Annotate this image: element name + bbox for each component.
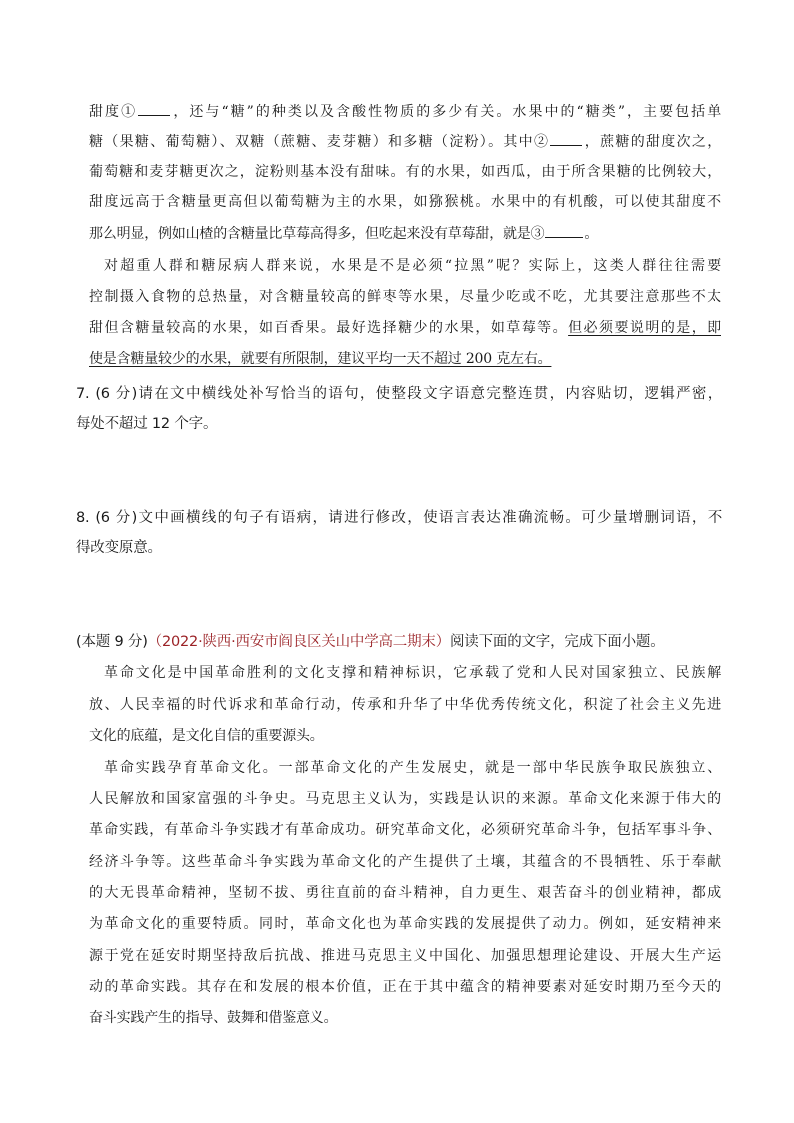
text: 甜但含糖量较高的水果，如百香果。最好选择糖少的水果，如草莓等。 [89,320,569,336]
passage-line [89,131,721,152]
instruction: 阅读下面的文字，完成下面小题。 [450,634,665,650]
passage-line: 革命实践，有革命斗争实践才有革命成功。研究革命文化，必须研究革命斗争，包括军事斗争、 [89,822,721,838]
marked-sentence: 使是含糖量较少的水果，就要有所限制，建议平均一天不超过 200 克左右。 [89,351,552,367]
score-label: (本题 9 分) [76,634,148,650]
passage-line: 放、人民幸福的时代诉求和革命行动，传承和升华了中华优秀传统文化，积淀了社会主义先进 [89,697,721,713]
source-label: （2022·陕西·西安市阎良区关山中学高二期末） [147,634,450,650]
passage-line [89,349,721,369]
question-8: 8. (6 分)文中画横线的句子有语病，请进行修改，使语言表达准确流畅。可少量增删词语，不 [76,510,722,526]
text: ，还与“糖”的种类以及含酸性物质的多少有关。水果中的“糖类”，主要包括单 [171,104,721,120]
passage-line: 对超重人群和糖尿病人群来说，水果是不是必须“拉黑”呢？实际上，这类人群往往需要 [104,258,721,274]
text: ，蔗糖的甜度次之， [583,134,721,150]
answer-blank-2[interactable] [550,131,582,146]
text: 。 [584,226,599,242]
passage-line: 文化的底蕴，是文化自信的重要源头。 [89,728,324,744]
answer-blank-1[interactable] [138,101,170,116]
text: 糖（果糖、葡萄糖）、双糖（蔗糖、麦芽糖）和多糖（淀粉）。其中② [89,134,550,150]
passage-line: 为革命文化的重要特质。同时，革命文化也为革命实践的发展提供了动力。例如，延安精神来 [89,916,721,932]
passage-line [89,101,721,122]
passage-line: 革命文化是中国革命胜利的文化支撑和精神标识，它承载了党和人民对国家独立、民族解 [104,665,721,681]
passage-line: 控制摄入食物的总热量，对含糖量较高的鲜枣等水果，尽量少吃或不吃，尤其要注意那些不太 [89,289,721,305]
passage-line [89,318,721,338]
passage-line: 甜度远高于含糖量更高但以葡萄糖为主的水果，如猕猴桃。水果中的有机酸，可以使其甜度不 [89,194,721,210]
text: 甜度① [89,104,138,120]
question-7: 每处不超过 12 个字。 [76,416,218,432]
passage-line: 的大无畏革命精神，坚韧不拔、勇往直前的奋斗精神，自力更生、艰苦奋斗的创业精神，都成 [89,885,721,901]
passage-line: 人民解放和国家富强的斗争史。马克思主义认为，实践是认识的来源。革命文化来源于伟大的 [89,791,721,807]
answer-blank-3[interactable] [545,223,583,238]
passage-line [89,223,721,244]
passage-line: 源于党在延安时期坚持敌后抗战、推进马克思主义中国化、加强思想理论建设、开展大生产运 [89,948,721,964]
passage-line: 经济斗争等。这些革命斗争实践为革命文化的产生提供了土壤，其蕴含的不畏牺牲、乐于奉献 [89,854,721,870]
passage-line: 奋斗实践产生的指导、鼓舞和借鉴意义。 [89,1010,338,1026]
section-intro [76,632,722,652]
text: 那么明显，例如山楂的含糖量比草莓高得多，但吃起来没有草莓甜，就是③ [89,226,545,242]
passage-line: 革命实践孕育革命文化。一部革命文化的产生发展史，就是一部中华民族争取民族独立、 [104,760,721,776]
question-8: 得改变原意。 [76,540,162,556]
question-7: 7. (6 分)请在文中横线处补写恰当的语句，使整段文字语意完整连贯，内容贴切，逻辑严密， [76,386,722,402]
passage-line: 葡萄糖和麦芽糖更次之，淀粉则基本没有甜味。有的水果，如西瓜，由于所含果糖的比例较大， [89,164,721,180]
marked-sentence: 但必须要说明的是，即 [568,320,721,336]
passage-line: 动的革命实践。其存在和发展的根本价值，正在于其中蕴含的精神要素对延安时期乃至今天的 [89,979,721,995]
